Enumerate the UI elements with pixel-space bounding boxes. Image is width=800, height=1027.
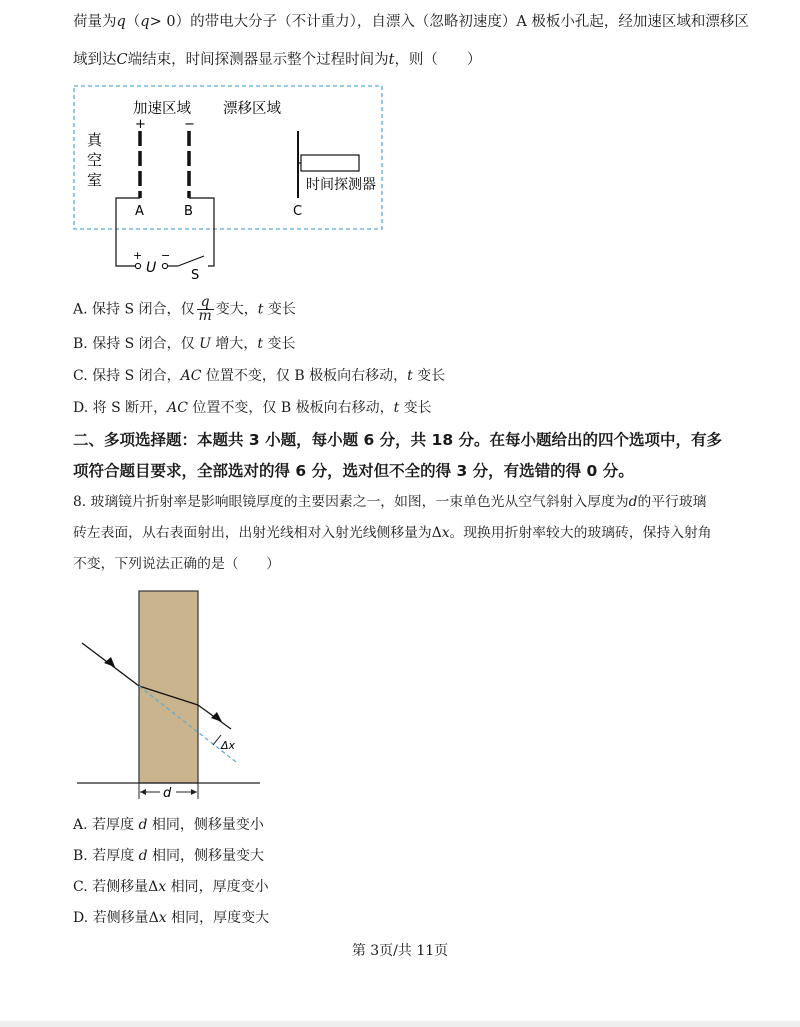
source-minus: − xyxy=(161,249,171,262)
text: 域到达 xyxy=(73,52,117,68)
text: 的平行玻璃 xyxy=(637,494,707,510)
text: 8. 玻璃镜片折射率是影响眼镜厚度的主要因素之一，如图，一束单色光从空气斜射入厚度为 xyxy=(73,494,629,510)
text: 位置不变，仅 B 极板向右移动， xyxy=(201,368,408,384)
plate-b-label: B xyxy=(184,204,193,219)
q8-stem-line-3: 不变，下列说法正确的是（ ） xyxy=(73,556,280,572)
text: 相同，侧移量变小 xyxy=(147,817,264,833)
q8-option-d xyxy=(73,908,269,928)
var-t: t xyxy=(388,52,395,68)
text: ，则（ ） xyxy=(394,52,482,68)
section2-heading-line-2: 项符合题目要求，全部选对的得 6 分，选对但不全的得 3 分，有选错的得 0 分。 xyxy=(73,462,634,480)
q8-option-a xyxy=(73,815,264,835)
section2-heading-line-1: 二、多项选择题：本题共 3 小题，每小题 6 分，共 18 分。在每小题给出的四个选项中，有多 xyxy=(73,431,723,449)
var-x: x xyxy=(158,879,167,895)
q8-option-c xyxy=(73,877,269,897)
text: 变长 xyxy=(263,301,296,318)
text: > 0）的带电大分子（不计重力），自漂入（忽略初速度）A 极板小孔起，经加速区域和漂移区 xyxy=(149,14,749,30)
text: （ xyxy=(125,14,141,30)
source-plus: + xyxy=(133,249,143,262)
var-ac: AC xyxy=(180,368,202,384)
text: 荷量为 xyxy=(73,14,117,30)
var-t: t xyxy=(257,336,264,352)
text: D. 将 S 断开， xyxy=(73,400,168,416)
dx-label: Δx xyxy=(221,739,236,752)
text: 相同，厚度变大 xyxy=(166,910,270,926)
var-c: C xyxy=(116,52,128,68)
d-label: d xyxy=(163,786,172,801)
var-q: q xyxy=(140,14,150,30)
var-x: x xyxy=(441,525,450,541)
var-t: t xyxy=(257,301,264,318)
text: 变长 xyxy=(412,368,446,384)
text: 变长 xyxy=(263,336,296,352)
text: 相同，厚度变小 xyxy=(166,879,269,895)
source-u: U xyxy=(146,260,157,276)
d-arrow-left-icon xyxy=(140,789,146,795)
text: 砖左表面，从右表面射出，出射光线相对入射光线侧移量为Δ xyxy=(73,525,442,541)
plate-a-label: A xyxy=(135,204,144,219)
text: 位置不变，仅 B 极板向右移动， xyxy=(187,400,394,416)
var-d: d xyxy=(628,494,638,510)
emergent-arrow-icon xyxy=(211,712,222,722)
detector-label: 时间探测器 xyxy=(306,177,376,193)
text: 增大， xyxy=(210,336,258,352)
plate-a-plus: + xyxy=(135,117,146,132)
bottom-edge xyxy=(0,1021,800,1027)
switch-s-label: S xyxy=(191,268,200,283)
var-t: t xyxy=(407,368,413,384)
text: B. 保持 S 闭合，仅 xyxy=(73,336,200,352)
var-d: d xyxy=(138,848,148,864)
d-arrow-right-icon xyxy=(191,789,197,795)
fraction-numerator: q xyxy=(197,296,214,310)
var-ac: AC xyxy=(167,400,188,416)
var-d: d xyxy=(138,817,148,833)
text: D. 若侧移量Δ xyxy=(73,910,159,926)
text: A. 若厚度 xyxy=(73,817,139,833)
var-u: U xyxy=(199,336,211,352)
glass-brick xyxy=(139,591,198,783)
vacuum-label-2: 空 xyxy=(87,151,103,169)
vacuum-label-1: 真 xyxy=(87,131,103,149)
text: 变大， xyxy=(215,301,258,318)
drift-region-label: 漂移区域 xyxy=(223,101,281,117)
text: B. 若厚度 xyxy=(73,848,139,864)
var-x: x xyxy=(158,910,167,926)
incident-arrow-icon xyxy=(104,657,115,667)
var-q: q xyxy=(116,14,126,30)
text: 端结束，时间探测器显示整个过程时间为 xyxy=(127,52,389,68)
text: C. 保持 S 闭合， xyxy=(73,368,181,384)
text: 。现换用折射率较大的玻璃砖，保持入射角 xyxy=(449,525,712,541)
dx-marker xyxy=(213,735,221,745)
q8-option-b xyxy=(73,846,264,866)
text: 相同，侧移量变大 xyxy=(147,848,265,864)
accel-region-label: 加速区域 xyxy=(133,101,191,117)
plate-b-minus: − xyxy=(184,117,195,132)
plate-c-label: C xyxy=(293,204,303,219)
text: A. 保持 S 闭合，仅 xyxy=(73,301,195,318)
text: 变长 xyxy=(399,400,432,416)
text: C. 若侧移量Δ xyxy=(73,879,159,895)
fraction-denominator: m xyxy=(198,308,212,324)
var-t: t xyxy=(393,400,400,416)
vacuum-label-3: 室 xyxy=(87,171,103,189)
page-number-footer: 第 3页/共 11页 xyxy=(351,943,449,959)
